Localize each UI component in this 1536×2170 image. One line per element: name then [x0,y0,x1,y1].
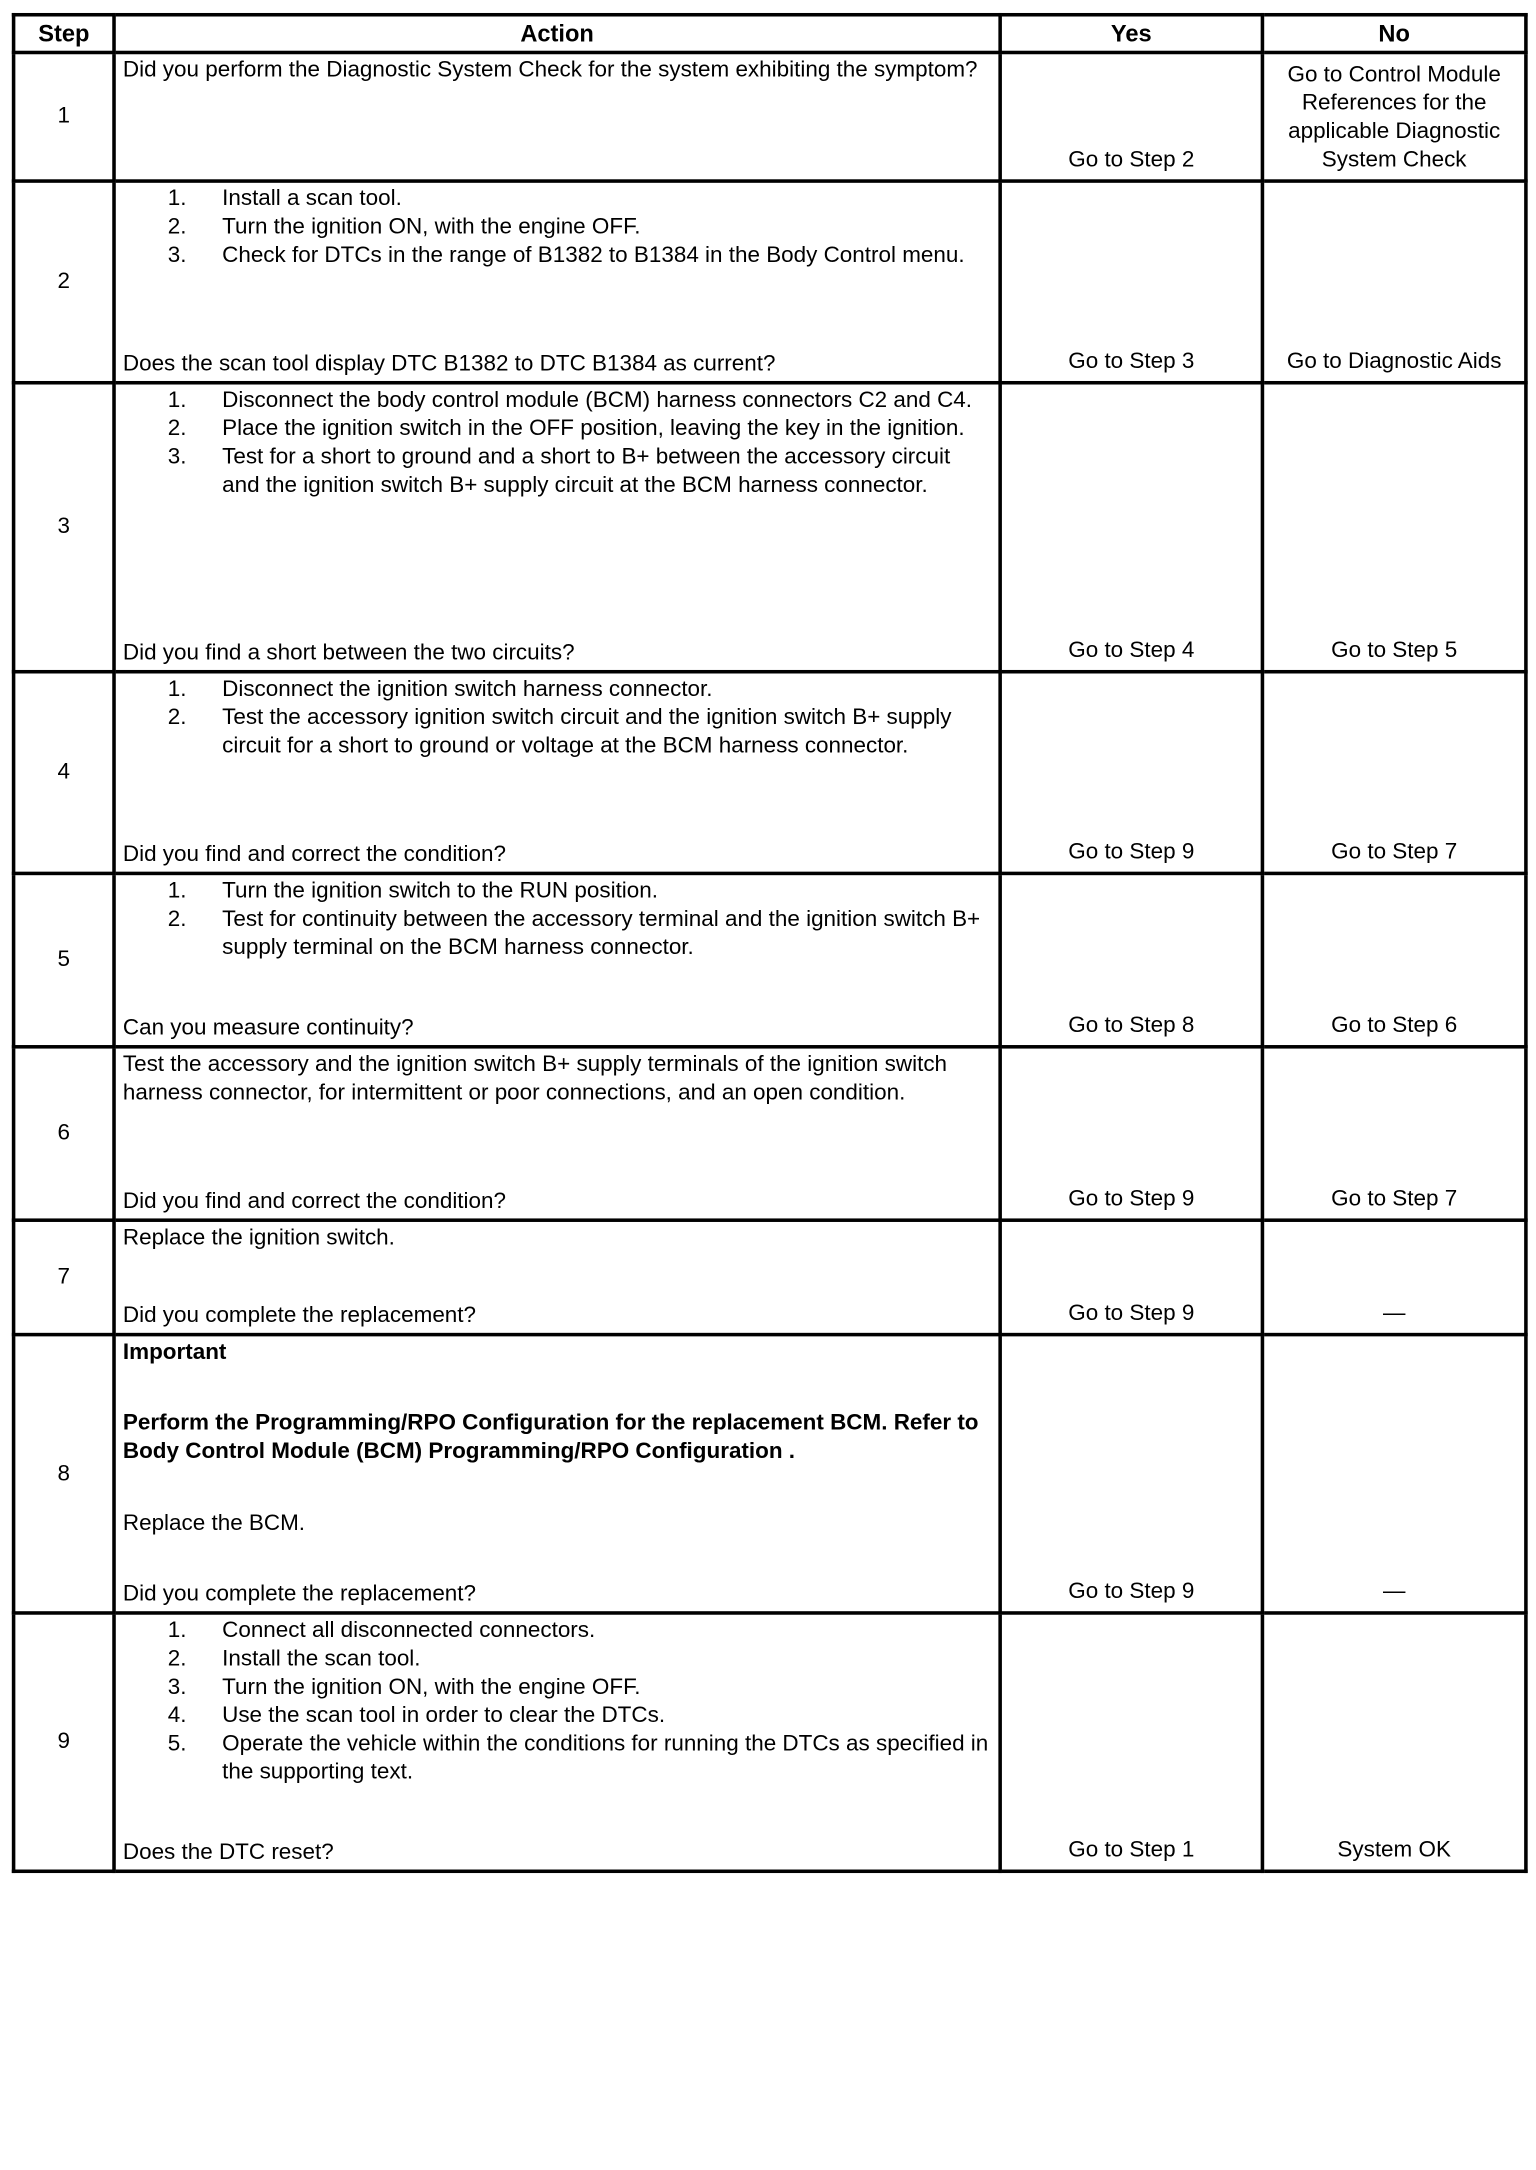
step-number: 2 [14,181,114,383]
header-action: Action [114,15,1000,53]
important-heading: Important [122,1339,227,1365]
no-cell: Go to Step 7 [1262,672,1525,874]
step-number: 8 [14,1335,114,1613]
instruction-list [123,878,991,963]
action-question: Did you find and correct the condition? [122,842,506,867]
table-row [14,873,1526,1046]
table-row [14,1335,1526,1613]
list-item: Turn the ignition ON, with the engine OFF. [222,1674,641,1700]
table-row [14,383,1526,672]
action-cell [114,383,1000,672]
header-yes: Yes [1000,15,1262,53]
list-item: Disconnect the ignition switch harness connector. [222,677,713,702]
table-row [14,1220,1526,1334]
list-item: Turn the ignition switch to the RUN position. [222,878,659,904]
action-question: Does the scan tool display DTC B1382 to DTC B1384 as current? [122,351,776,377]
list-item: Disconnect the body control module (BCM) harness connectors C2 and C4. [222,388,973,413]
header-step: Step [14,15,114,53]
action-cell [114,1613,1000,1871]
action-cell [114,672,1000,874]
action-text: Replace the ignition switch. [122,1225,395,1251]
action-question: Can you measure continuity? [122,1015,414,1041]
action-cell [114,52,1000,181]
action-text: Test the accessory and the ignition switch B+ supply terminals of the ignition switch harness connector, for intermittent or poor connections, and an open condition. [122,1052,948,1106]
list-item: Check for DTCs in the range of B1382 to B1384 in the Body Control menu. [222,242,965,268]
no-cell: Go to Control Module References for the applicable Diagnostic System Check [1262,52,1525,181]
header-no: No [1262,15,1525,53]
action-question: Did you complete the replacement? [122,1303,477,1329]
no-cell: Go to Step 7 [1262,1047,1525,1220]
list-item: Test for a short to ground and a short to B+ between the accessory circuit and the ignition switch B+ supply circuit at the BCM harness connector. [222,444,951,498]
step-number: 9 [14,1613,114,1871]
yes-cell: Go to Step 4 [1000,383,1262,672]
table-row [14,1047,1526,1220]
instruction-list [123,387,991,500]
step-number: 5 [14,873,114,1046]
list-item: Test the accessory ignition switch circuit and the ignition switch B+ supply circuit for a short to ground or voltage at the BCM harness connector. [222,705,952,759]
no-cell: Go to Step 5 [1262,383,1525,672]
yes-cell: Go to Step 3 [1000,181,1262,383]
instruction-list [123,185,991,270]
instruction-list [123,676,991,761]
step-number: 3 [14,383,114,672]
no-cell: Go to Diagnostic Aids [1262,181,1525,383]
no-cell: System OK [1262,1613,1525,1871]
yes-cell: Go to Step 2 [1000,52,1262,181]
action-cell [114,873,1000,1046]
table-header-row [14,15,1526,53]
list-item: Install a scan tool. [222,186,402,212]
step-number: 1 [14,52,114,181]
action-cell [114,1335,1000,1613]
list-item: Place the ignition switch in the OFF position, leaving the key in the ignition. [222,416,965,442]
list-item: Use the scan tool in order to clear the DTCs. [222,1703,666,1728]
action-cell [114,181,1000,383]
list-item: Test for continuity between the accessory terminal and the ignition switch B+ supply terminal on the BCM harness connector. [222,907,981,961]
action-cell [114,1047,1000,1220]
action-question: Did you complete the replacement? [122,1581,477,1607]
table-row [14,1613,1526,1871]
yes-cell: Go to Step 9 [1000,1047,1262,1220]
action-text: Did you perform the Diagnostic System Check for the system exhibiting the symptom? [122,57,978,83]
instruction-list [123,1617,991,1787]
diagnostic-table [12,13,1528,1873]
table-row [14,181,1526,383]
yes-cell: Go to Step 9 [1000,672,1262,874]
list-item: Operate the vehicle within the conditions for running the DTCs as specified in the supporting text. [222,1731,989,1785]
step-number: 4 [14,672,114,874]
action-text: Replace the BCM. [122,1510,306,1536]
no-cell: — [1262,1335,1525,1613]
yes-cell: Go to Step 9 [1000,1335,1262,1613]
no-cell: — [1262,1220,1525,1334]
list-item: Install the scan tool. [222,1646,421,1672]
list-item: Turn the ignition ON, with the engine OFF. [222,214,641,240]
step-number: 6 [14,1047,114,1220]
action-question: Did you find a short between the two circuits? [122,640,575,666]
no-cell: Go to Step 6 [1262,873,1525,1046]
action-question: Does the DTC reset? [122,1840,334,1865]
table-row [14,52,1526,181]
table-row [14,672,1526,874]
action-question: Did you find and correct the condition? [122,1188,506,1214]
yes-cell: Go to Step 8 [1000,873,1262,1046]
yes-cell: Go to Step 1 [1000,1613,1262,1871]
important-note: Perform the Programming/RPO Configuration for the replacement BCM. Refer to Body Control Module (BCM) Programming/RPO Configuration . [122,1411,979,1465]
action-cell [114,1220,1000,1334]
list-item: Connect all disconnected connectors. [222,1618,596,1644]
step-number: 7 [14,1220,114,1334]
yes-cell: Go to Step 9 [1000,1220,1262,1334]
